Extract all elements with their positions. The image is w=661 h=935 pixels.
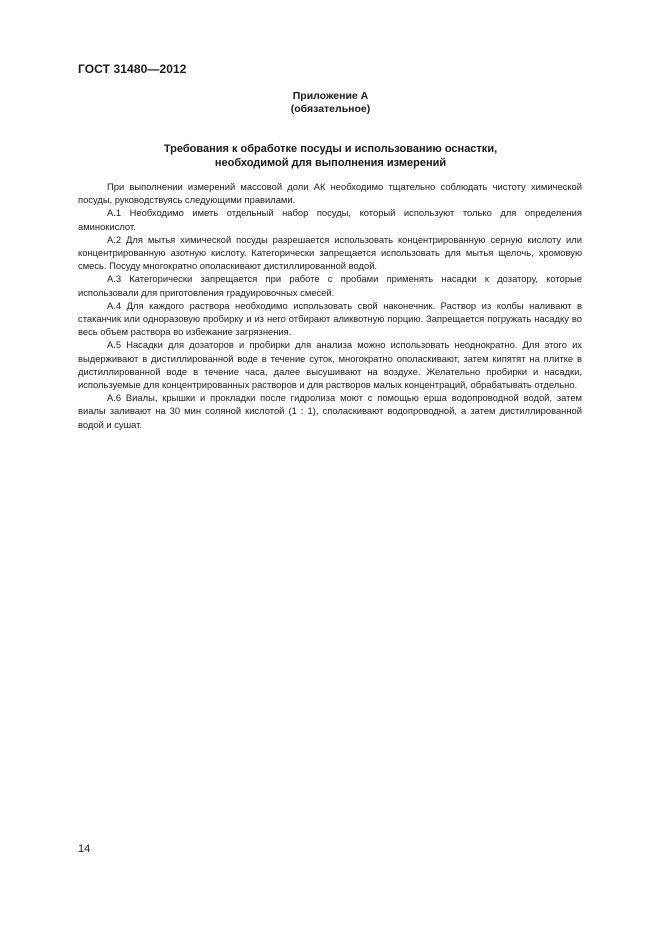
section-title (78, 143, 583, 170)
annex-title: Приложение А (292, 90, 369, 102)
paragraph-a3: А.3 Категорически запрещается при работе с пробами применять насадки к дозатору, которые использовали для приготовления градуировочных смесей. (78, 273, 582, 298)
paragraph-a2: А.2 Для мытья химической посуды разрешается использовать концентрированную серную кислоту или концентрированную азотную кислоту. Категорически запрещается использовать для мытья щелочь, хромовую смесь. Посуду многократно ополаскивают дистиллированной водой. (78, 233, 582, 272)
paragraph-intro: При выполнении измерений массовой доли АК необходимо тщательно соблюдать чистоту химической посуды, руководствуясь следующими правилами. (78, 181, 582, 206)
paragraph-a4: А.4 Для каждого раствора необходимо использовать свой наконечник. Раствор из колбы наливают в стаканчик или одноразовую пробирку и из него отбирают аликвотную порцию. Запрещается погружать насадку во весь объем раствора во избежание загрязнения. (78, 299, 582, 338)
section-title-line-1: Требования к обработке посуды и использованию оснастки, (163, 143, 498, 155)
document-header: ГОСТ 31480—2012 (78, 62, 187, 76)
paragraph-a1: А.1 Необходимо иметь отдельный набор посуды, который используют только для определения аминокислот. (78, 207, 582, 232)
body-text (78, 180, 582, 431)
page-number: 14 (78, 843, 91, 855)
section-title-line-2: необходимой для выполнения измерений (214, 156, 447, 169)
annex-status: (обязательное) (290, 103, 371, 115)
annex-heading (78, 90, 583, 116)
paragraph-a5: А.5 Насадки для дозаторов и пробирки для анализа можно использовать неоднократно. Для этого их выдерживают в дистиллированной воде в течение суток, многократно ополаскивают, затем кипятят на плитке в дистиллированной воде в течение часа, далее высушивают на воздухе. Желательно пробирки и насадки, используемые для концентрированных растворов и для растворов малых концентраций, обрабатывать отдельно. (78, 339, 582, 391)
paragraph-a6: А.6 Виалы, крышки и прокладки после гидролиза моют с помощью ерша водопроводной водой, затем виалы заливают на 30 мин соляной кислотой (1 : 1), споласкивают водопроводной, а затем дистиллированной водой и сушат. (78, 392, 582, 430)
